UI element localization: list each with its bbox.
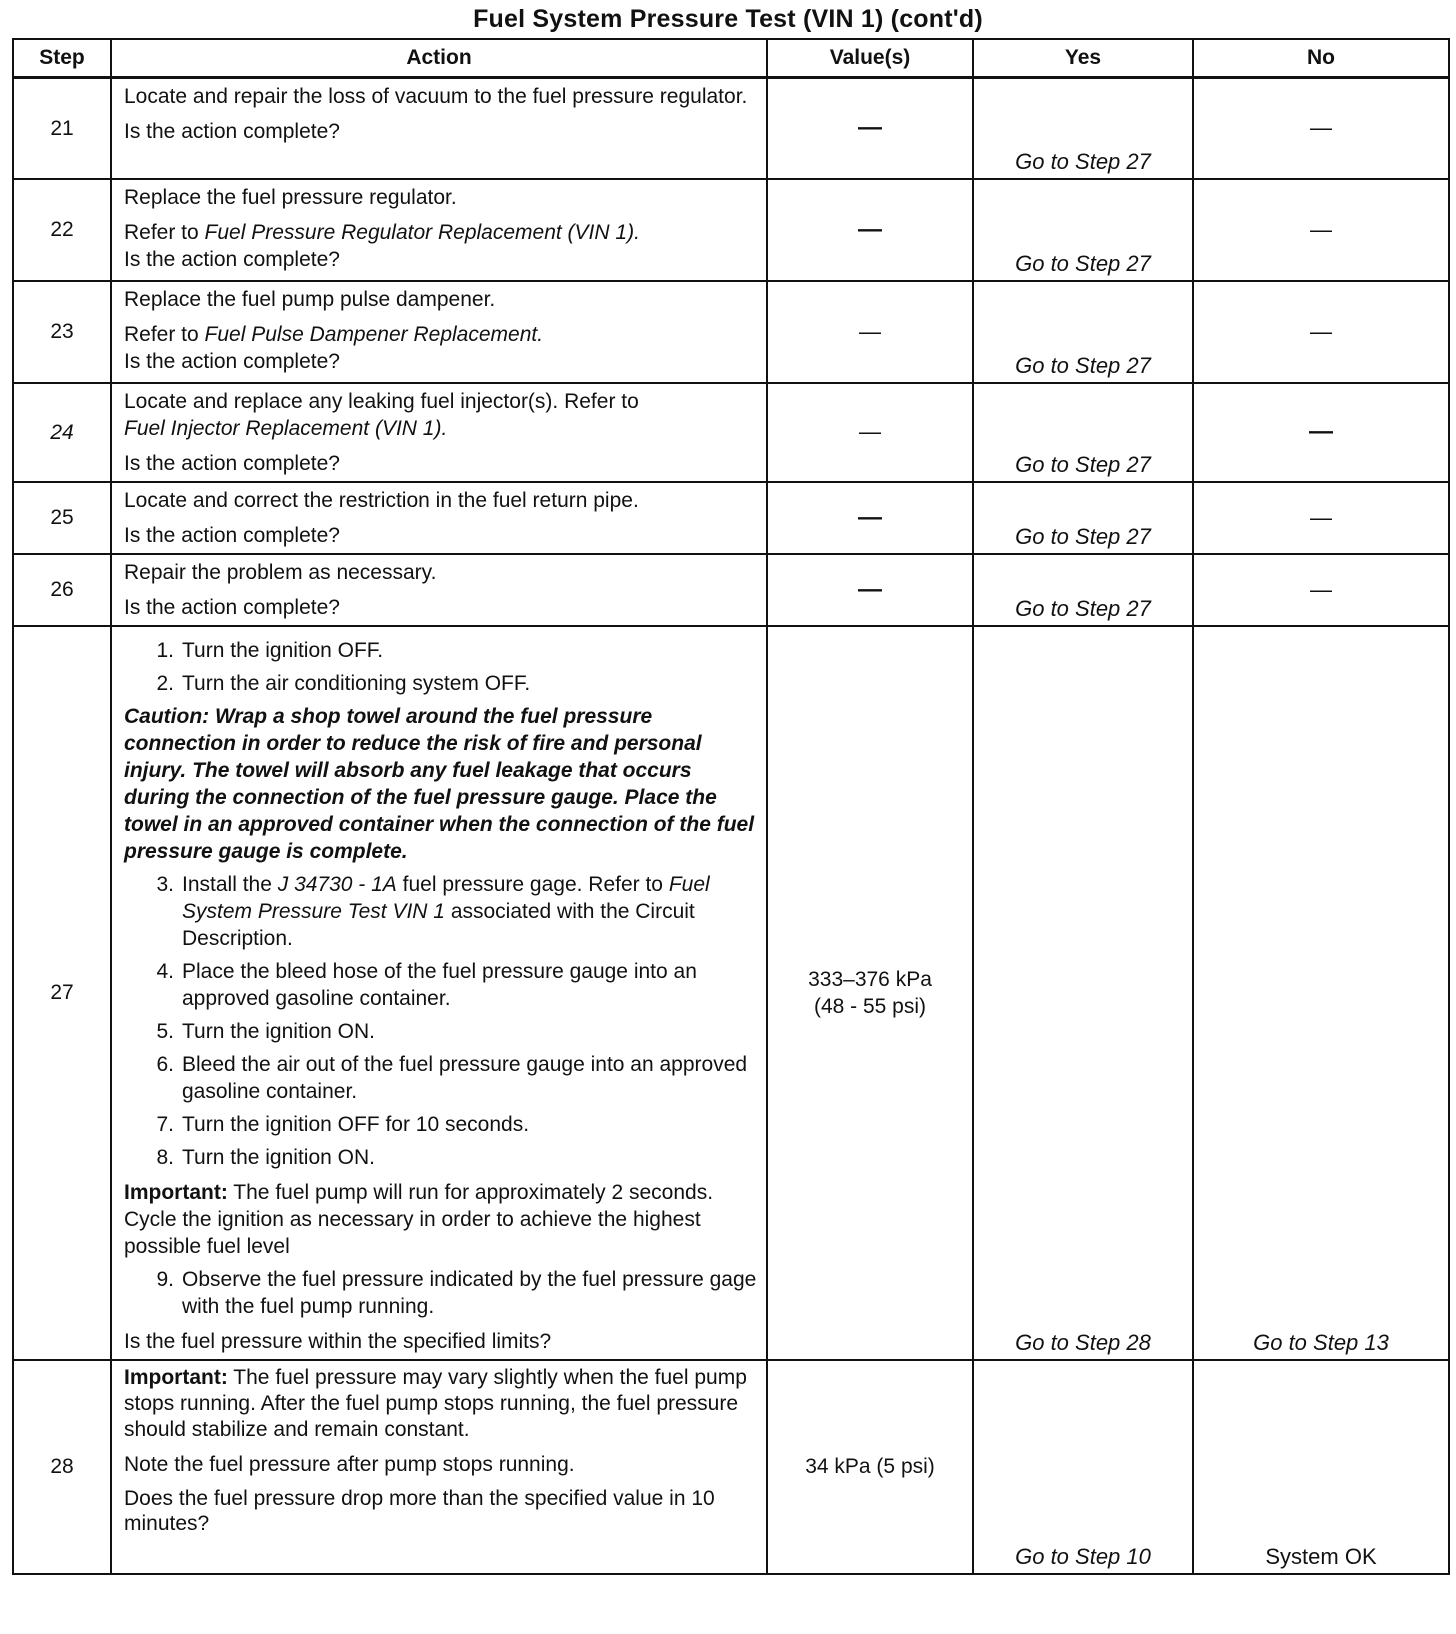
action-text: Replace the fuel pump pulse dampener.	[124, 287, 496, 311]
question-text: Is the action complete?	[124, 451, 340, 475]
yes-cell	[973, 78, 1193, 179]
no-cell	[1193, 482, 1449, 554]
no-cell	[1193, 626, 1449, 1360]
yes-link[interactable]: Go to Step 28	[1015, 1329, 1151, 1355]
no-text: —	[1310, 318, 1332, 344]
action-cell	[111, 383, 767, 482]
note-text: Note the fuel pressure after pump stops running.	[124, 1452, 575, 1476]
yes-cell	[973, 179, 1193, 281]
table-row	[13, 78, 1449, 179]
list-item: 2. Turn the air conditioning system OFF.	[156, 671, 531, 695]
step-number: 27	[13, 626, 111, 1360]
action-cell	[111, 78, 767, 179]
refer-to-text: Refer to	[124, 220, 199, 244]
no-cell	[1193, 281, 1449, 383]
yes-cell	[973, 626, 1193, 1360]
value-cell	[767, 383, 973, 482]
reference-link[interactable]: Fuel Injector Replacement (VIN 1).	[124, 416, 448, 440]
no-text: —	[1309, 418, 1333, 445]
action-text: Repair the problem as necessary.	[124, 560, 437, 584]
steps-list-a	[124, 637, 758, 697]
caution-note: Caution: Wrap a shop towel around the fuel pressure connection in order to reduce the risk of fire and personal injury. The towel will absorb any fuel leakage that occurs during the connection of the fuel pressure gauge. Place the towel in an approved container when the connection of the fuel pressure gauge is complete.	[124, 704, 755, 863]
reference-link[interactable]: Fuel Pulse Dampener Replacement.	[204, 322, 544, 346]
yes-link[interactable]: Go to Step 27	[1015, 451, 1151, 477]
list-item: 6. Bleed the air out of the fuel pressure gauge into an approved gasoline container.	[156, 1052, 748, 1103]
step-number: 24	[13, 383, 111, 482]
step-number: 23	[13, 281, 111, 383]
header-step: Step	[13, 39, 111, 78]
no-text: —	[1310, 216, 1332, 242]
no-cell	[1193, 1360, 1449, 1574]
table-row	[13, 179, 1449, 281]
no-cell	[1193, 383, 1449, 482]
no-cell	[1193, 554, 1449, 626]
header-values: Value(s)	[767, 39, 973, 78]
value-cell	[767, 179, 973, 281]
reference-link[interactable]: Fuel Pressure Regulator Replacement (VIN 1).	[204, 220, 640, 244]
refer-to-text: Refer to	[124, 322, 199, 346]
table-row	[13, 281, 1449, 383]
question-text: Is the fuel pressure within the specified limits?	[124, 1329, 552, 1353]
step-number: 26	[13, 554, 111, 626]
yes-cell	[973, 1360, 1193, 1574]
question-text: Does the fuel pressure drop more than the specified value in 10 minutes?	[124, 1486, 715, 1535]
important-note: Important: The fuel pump will run for approximately 2 seconds. Cycle the ignition as necessary in order to achieve the highest possible fuel level	[124, 1180, 714, 1258]
no-text: —	[1310, 115, 1332, 141]
action-cell	[111, 554, 767, 626]
action-text: Replace the fuel pressure regulator.	[124, 185, 457, 209]
yes-link[interactable]: Go to Step 27	[1015, 523, 1151, 549]
reference-line	[124, 321, 758, 348]
value-cell	[767, 482, 973, 554]
procedure-table	[12, 38, 1450, 1575]
value-text: 34 kPa (5 psi)	[805, 1455, 935, 1478]
question-text: Is the action complete?	[124, 247, 340, 271]
step-number: 21	[13, 78, 111, 179]
step-number: 25	[13, 482, 111, 554]
yes-link[interactable]: Go to Step 10	[1015, 1543, 1151, 1569]
action-text: Locate and repair the loss of vacuum to the fuel pressure regulator.	[124, 85, 748, 108]
yes-cell	[973, 383, 1193, 482]
no-text: —	[1310, 504, 1332, 530]
yes-cell	[973, 281, 1193, 383]
question-text: Is the action complete?	[124, 523, 340, 547]
action-text: Locate and replace any leaking fuel injector(s). Refer to	[124, 389, 639, 413]
value-text: —	[858, 503, 882, 531]
table-row	[13, 383, 1449, 482]
yes-cell	[973, 482, 1193, 554]
list-item: 9. Observe the fuel pressure indicated by the fuel pressure gage with the fuel pump running.	[156, 1267, 757, 1318]
reference-link[interactable]: Fuel System Pressure Test VIN 1	[182, 872, 710, 923]
steps-list-c	[124, 1266, 758, 1320]
no-cell	[1193, 78, 1449, 179]
yes-link[interactable]: Go to Step 27	[1015, 250, 1151, 276]
reference-line	[124, 219, 758, 246]
value-text: —	[859, 419, 881, 444]
list-item: 8. Turn the ignition ON.	[156, 1145, 375, 1169]
header-no: No	[1193, 39, 1449, 78]
value-text: —	[858, 575, 882, 603]
question-text: Is the action complete?	[124, 349, 340, 373]
no-result: System OK	[1265, 1543, 1377, 1569]
value-text-secondary: (48 - 55 psi)	[813, 994, 927, 1018]
value-cell	[767, 554, 973, 626]
action-cell	[111, 1360, 767, 1574]
header-row	[13, 39, 1449, 78]
no-text: —	[1310, 576, 1332, 602]
value-text: —	[859, 318, 881, 344]
tool-number: J 34730 - 1A	[277, 872, 397, 896]
table-row	[13, 482, 1449, 554]
list-item: 3. Install the J 34730 - 1A fuel pressure gage. Refer to Fuel System Pressure Test VIN 1 associated with the Circuit Description.	[156, 872, 710, 950]
value-cell	[767, 626, 973, 1360]
value-cell	[767, 1360, 973, 1574]
header-action: Action	[111, 39, 767, 78]
value-cell	[767, 281, 973, 383]
action-text: Locate and correct the restriction in the fuel return pipe.	[124, 488, 639, 512]
action-cell	[111, 281, 767, 383]
list-item: 5. Turn the ignition ON.	[156, 1019, 375, 1043]
question-text: Is the action complete?	[124, 595, 340, 619]
value-text: —	[858, 215, 882, 243]
steps-list-b	[124, 871, 758, 1171]
yes-cell	[973, 554, 1193, 626]
list-item: 7. Turn the ignition OFF for 10 seconds.	[156, 1112, 530, 1136]
table-row	[13, 626, 1449, 1360]
question-text: Is the action complete?	[124, 120, 340, 143]
table-row	[13, 1360, 1449, 1574]
yes-link[interactable]: Go to Step 27	[1015, 595, 1151, 621]
header-yes: Yes	[973, 39, 1193, 78]
action-cell	[111, 626, 767, 1360]
step-number: 22	[13, 179, 111, 281]
value-cell	[767, 78, 973, 179]
list-item: 1. Turn the ignition OFF.	[156, 638, 384, 662]
action-cell	[111, 482, 767, 554]
page-title: Fuel System Pressure Test (VIN 1) (cont'd)	[473, 5, 983, 33]
value-text: 333–376 kPa	[808, 967, 932, 991]
important-note: Important: The fuel pressure may vary slightly when the fuel pump stops running. After the fuel pump stops running, the fuel pressure should stabilize and remain constant.	[124, 1365, 747, 1441]
table-row	[13, 554, 1449, 626]
action-cell	[111, 179, 767, 281]
value-text: —	[858, 114, 882, 142]
yes-link[interactable]: Go to Step 27	[1015, 352, 1151, 378]
list-item: 4. Place the bleed hose of the fuel pressure gauge into an approved gasoline container.	[156, 959, 697, 1010]
no-link[interactable]: Go to Step 13	[1253, 1329, 1389, 1355]
no-cell	[1193, 179, 1449, 281]
yes-link[interactable]: Go to Step 27	[1015, 148, 1151, 174]
step-number: 28	[13, 1360, 111, 1574]
